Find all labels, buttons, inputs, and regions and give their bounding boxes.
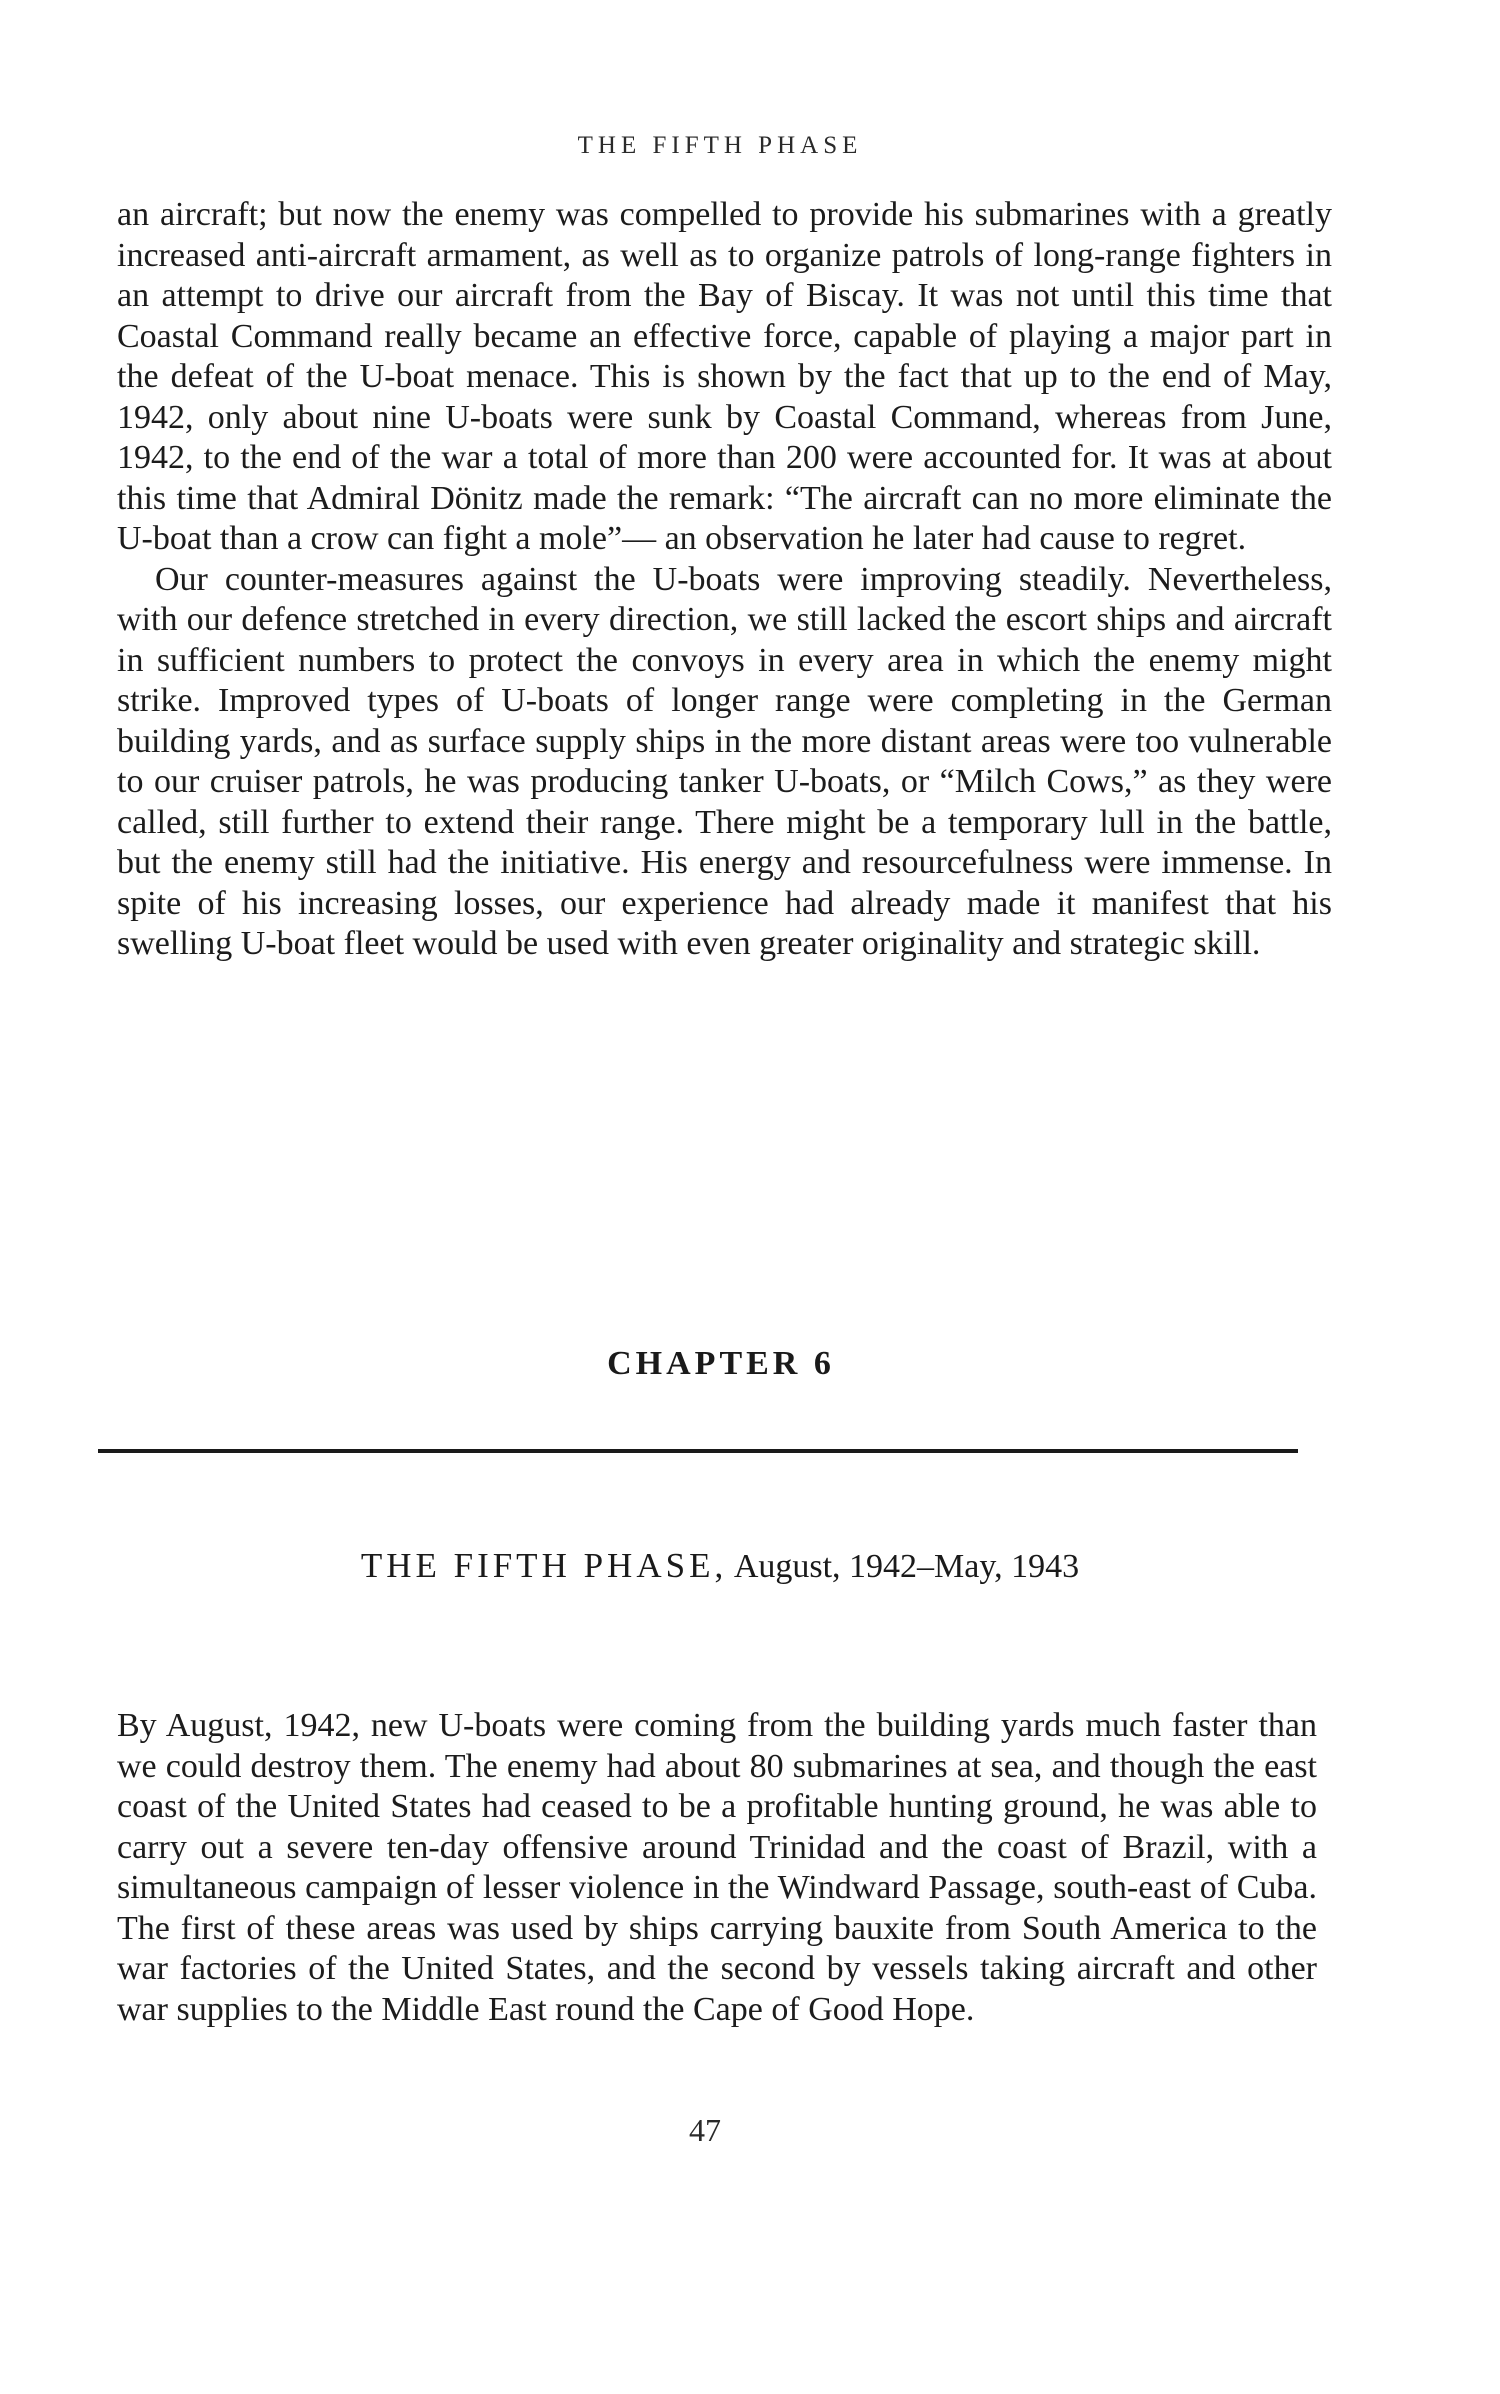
paragraph-counter-measures: Our counter-measures against the U-boats were improving steadily. Nevertheless, with our defence stretched in every direction, we still lacked the escort ships and aircraft in sufficient numbers to protect the convoys in every area in which the enemy might strike. Improved types of U-boats of longer range were completing in the German building yards, and as surface supply ships in the more distant areas were too vulnerable to our cruiser patrols, he was producing tanker U-boats, or “Milch Cows,” as they were called, still further to extend their range. There might be a temporary lull in the battle, but the enemy still had the initiative. His energy and resourcefulness were immense. In spite of his increasing losses, our experience had already made it manifest that his swelling U-boat fleet would be used with even greater originality and strategic skill. — [117, 560, 1332, 962]
paragraph-continued: an aircraft; but now the enemy was compelled to provide his submarines with a greatly increased anti-aircraft armament, as well as to organize patrols of long-range fighters in an attempt to drive our aircraft from the Bay of Biscay. It was not until this time that Coastal Command really became an effective force, capable of playing a major part in the defeat of the U-boat menace. This is shown by the fact that up to the end of May, 1942, only about nine U-boats were sunk by Coastal Command, whereas from June, 1942, to the end of the war a total of more than 200 were accounted for. It was at about this time that Admiral Dönitz made the remark: “The aircraft can no more eliminate the U-boat than a crow can fight a mole”— an observation he later had cause to regret. — [117, 196, 1332, 557]
chapter-title — [0, 1546, 1440, 1586]
page-number: 47 — [689, 2112, 721, 2148]
chapter-title-dates: August, 1942–May, 1943 — [733, 1548, 1080, 1585]
chapter-opening-text — [117, 1706, 1317, 2030]
paragraph-opening: By August, 1942, new U-boats were coming from the building yards much faster than we could destroy them. The enemy had about 80 submarines at sea, and though the east coast of the United States had ceased to be a profitable hunting ground, he was able to carry out a severe ten-day offensive around Trinidad and the coast of Brazil, with a simultaneous campaign of lesser violence in the Windward Passage, south-east of Cuba. The first of these areas was used by ships carrying bauxite from South America to the war factories of the United States, and the second by vessels taking aircraft and other war supplies to the Middle East round the Cape of Good Hope. — [117, 1707, 1317, 2028]
chapter-label: CHAPTER 6 — [607, 1345, 835, 1382]
chapter-title-caps: THE FIFTH PHASE, — [360, 1546, 728, 1585]
chapter-divider — [98, 1449, 1298, 1453]
continued-text — [117, 195, 1332, 965]
running-head: THE FIFTH PHASE — [577, 132, 863, 159]
